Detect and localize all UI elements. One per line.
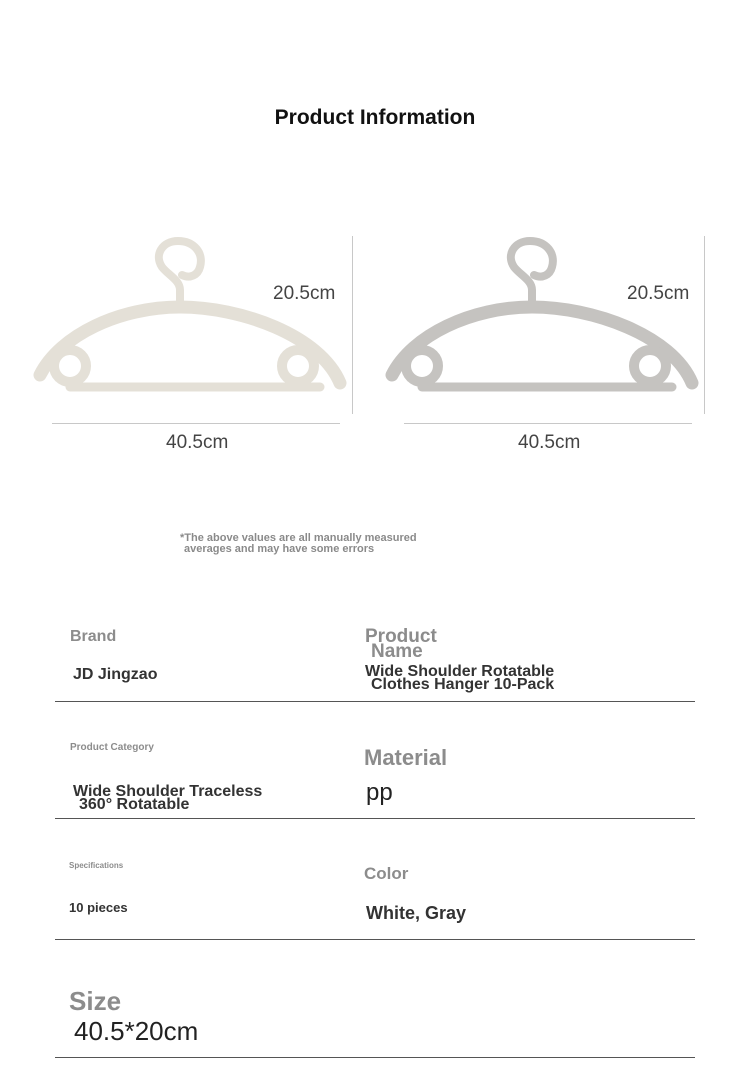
width-guide-line (52, 423, 340, 424)
size-label: Size (69, 986, 122, 1016)
note-line: *The above values are all manually measured (180, 532, 417, 544)
row-divider (55, 818, 695, 819)
row-divider (55, 701, 695, 702)
product-name-label (365, 626, 437, 662)
width-dimension-label: 40.5cm (518, 432, 581, 453)
specifications-value: 10 pieces (69, 900, 128, 915)
value-line: Wide Shoulder Rotatable (365, 663, 555, 680)
height-guide-line (704, 236, 705, 414)
product-name-value (365, 665, 554, 691)
page-title: Product Information (274, 106, 476, 129)
color-value: White, Gray (366, 903, 467, 923)
material-label: Material (364, 745, 448, 770)
value-line: Wide Shoulder Traceless (73, 783, 263, 800)
product-category-value (73, 785, 262, 811)
width-guide-line (404, 423, 692, 424)
row-divider (55, 1057, 695, 1058)
value-line: 360° Rotatable (79, 796, 190, 813)
value-line: Clothes Hanger 10-Pack (371, 676, 555, 693)
brand-value: JD Jingzao (73, 666, 158, 683)
note-line: averages and may have some errors (184, 543, 375, 555)
brand-label: Brand (70, 628, 117, 645)
height-dimension-label: 20.5cm (627, 283, 690, 304)
label-line: Product (365, 626, 437, 647)
measurement-note (180, 533, 480, 555)
size-value: 40.5*20cm (74, 1016, 199, 1046)
gray-hanger-image (382, 235, 702, 405)
material-value: pp (366, 779, 393, 806)
specifications-label: Specifications (69, 861, 124, 870)
label-line: Name (371, 641, 423, 662)
product-category-label: Product Category (70, 742, 154, 753)
width-dimension-label: 40.5cm (166, 432, 229, 453)
row-divider (55, 939, 695, 940)
height-guide-line (352, 236, 353, 414)
height-dimension-label: 20.5cm (273, 283, 336, 304)
color-label: Color (364, 864, 409, 883)
white-hanger-image (30, 235, 350, 405)
